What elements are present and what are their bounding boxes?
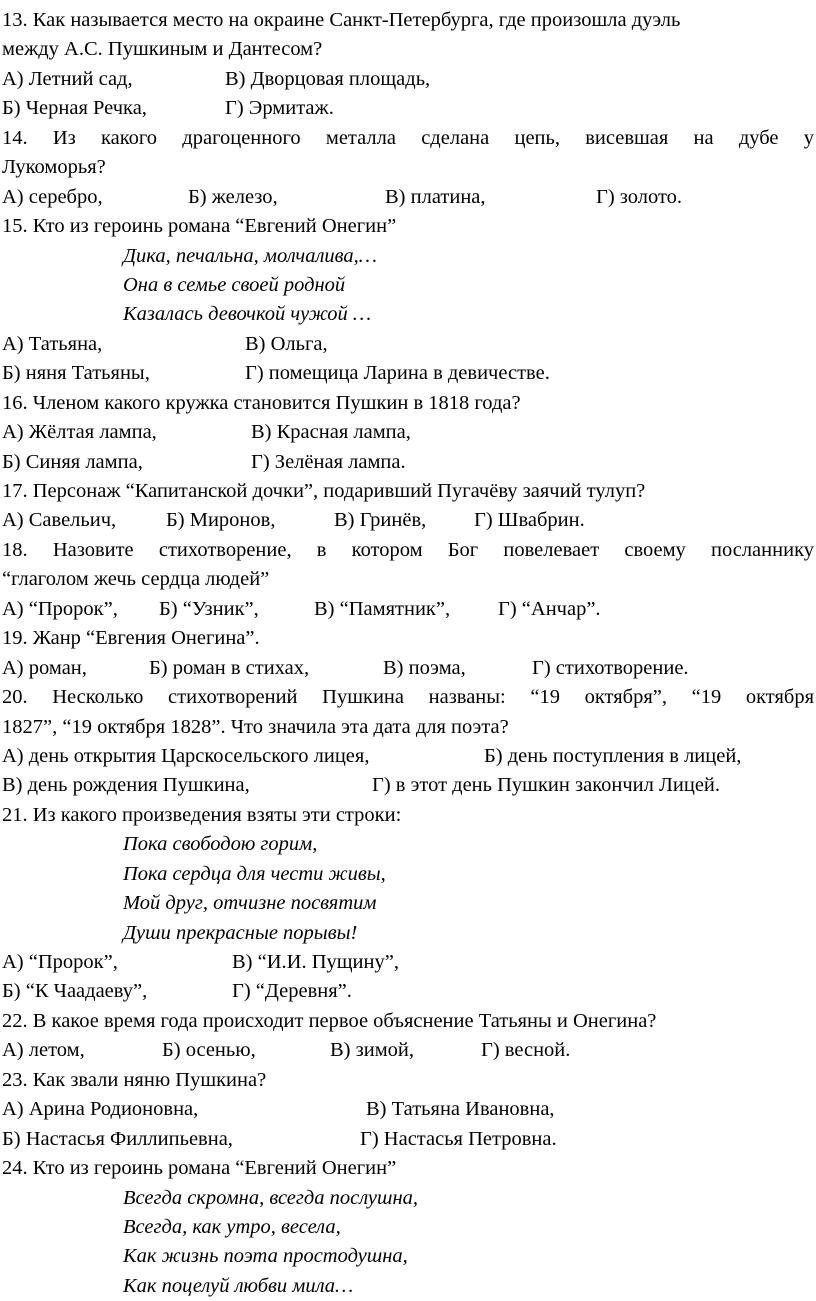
question-20-options-row-1 — [2, 742, 814, 771]
option-a: А) летом, — [2, 1039, 85, 1062]
question-14-text-1: 14. Из какого драгоценного металла сделана цепь, висевшая на дубе у — [2, 126, 814, 149]
question-16-options-row-1 — [2, 418, 814, 447]
option-b: Б) Миронов, — [166, 509, 276, 532]
option-v: В) “Памятник”, — [314, 597, 451, 620]
question-15-text-1: 15. Кто из героинь романа “Евгений Онегин” — [2, 215, 397, 238]
question-18-options-row — [2, 595, 814, 624]
question-15-options-row-1 — [2, 330, 814, 359]
option-a: А) “Пророк”, — [2, 951, 118, 973]
question-17-text-1: 17. Персонаж “Капитанской дочки”, подаривший Пугачёву заячий тулуп? — [2, 480, 646, 502]
option-v: В) Ольга, — [245, 332, 328, 355]
question-22-text-1: 22. В какое время года происходит первое объяснение Татьяны и Онегина? — [2, 1009, 657, 1032]
poem-line: Казалась девочкой чужой … — [123, 303, 372, 326]
poem-line: Дика, печальна, молчалива,… — [123, 244, 377, 267]
option-v: В) платина, — [385, 185, 486, 208]
option-v: В) “И.И. Пущину”, — [232, 951, 399, 973]
option-g: Г) помещица Ларина в девичестве. — [245, 362, 550, 385]
poem-line: Как поцелуй любви мила… — [123, 1274, 354, 1297]
option-b: Б) “К Чаадаеву”, — [2, 980, 148, 1003]
question-13-text-2: между А.С. Пушкиным и Дантесом? — [2, 38, 323, 61]
question-18-text-1: 18. Назовите стихотворение, в котором Бог повелевает своему посланнику — [2, 538, 814, 561]
option-a: А) Летний сад, — [2, 67, 133, 90]
option-v: В) Красная лампа, — [251, 421, 411, 444]
option-b: Б) день поступления в лицей, — [484, 744, 742, 767]
poem-line: Всегда, как утро, весела, — [123, 1215, 341, 1238]
question-14-options-row — [2, 183, 814, 212]
option-v: В) Гринёв, — [334, 509, 427, 532]
question-23-text-1: 23. Как звали няню Пушкина? — [2, 1068, 267, 1091]
option-g: Г) Швабрин. — [474, 509, 585, 532]
option-g: Г) Эрмитаж. — [225, 97, 334, 120]
question-15-options-row-2 — [2, 359, 814, 388]
option-g: Г) “Анчар”. — [498, 597, 601, 620]
option-b: Б) няня Татьяны, — [2, 362, 150, 385]
option-a: А) роман, — [2, 656, 87, 679]
question-14-text-2: Лукоморья? — [2, 156, 106, 179]
option-g: Г) “Деревня”. — [232, 980, 352, 1003]
question-18-text-2: “глаголом жечь сердца людей” — [2, 568, 270, 591]
poem-line: Как жизнь поэта простодушна, — [123, 1245, 408, 1268]
option-a: А) Жёлтая лампа, — [2, 421, 157, 444]
poem-line: Мой друг, отчизне посвятим — [123, 892, 377, 915]
question-17-options-row — [2, 506, 814, 535]
question-21-options-row-2 — [2, 977, 814, 1006]
option-g: Г) стихотворение. — [532, 656, 689, 679]
question-23-options-row-1 — [2, 1095, 814, 1124]
question-19-text-1: 19. Жанр “Евгения Онегина”. — [2, 627, 260, 650]
option-v: В) зимой, — [330, 1039, 415, 1062]
poem-line: Всегда скромна, всегда послушна, — [123, 1186, 419, 1209]
question-16-options-row-2 — [2, 448, 814, 477]
option-b: Б) осенью, — [162, 1039, 256, 1062]
option-b: Б) Черная Речка, — [2, 97, 147, 120]
option-a: А) серебро, — [2, 185, 103, 208]
question-20-text-2: 1827”, “19 октября 1828”. Что значила эта дата для поэта? — [2, 715, 509, 738]
question-13-options-row-1 — [2, 65, 814, 94]
question-13-options-row-2 — [2, 94, 814, 123]
question-20-text-1: 20. Несколько стихотворений Пушкина названы: “19 октября”, “19 октября — [2, 686, 814, 709]
question-23-options-row-2 — [2, 1125, 814, 1154]
option-v: В) день рождения Пушкина, — [2, 774, 250, 797]
poem-line: Она в семье своей родной — [123, 273, 346, 296]
option-b: Б) “Узник”, — [159, 597, 259, 620]
option-a: А) Арина Родионовна, — [2, 1098, 199, 1121]
question-20-options-row-2 — [2, 771, 814, 800]
option-a: А) Татьяна, — [2, 332, 103, 355]
option-b: Б) Синяя лампа, — [2, 450, 143, 473]
question-21-options-row-1 — [2, 948, 814, 977]
option-g: Г) в этот день Пушкин закончил Лицей. — [372, 774, 721, 797]
poem-line: Пока свободою горим, — [123, 833, 318, 856]
poem-line: Пока сердца для чести живы, — [123, 862, 386, 885]
question-16-text-1: 16. Членом какого кружка становится Пушкин в 1818 года? — [2, 391, 521, 414]
option-b: Б) роман в стихах, — [149, 656, 310, 679]
question-24-text-1: 24. Кто из героинь романа “Евгений Онегин” — [2, 1157, 397, 1180]
option-g: Г) Настасья Петровна. — [360, 1127, 557, 1150]
question-19-options-row — [2, 654, 814, 683]
option-b: Б) Настасья Филлипьевна, — [2, 1127, 233, 1150]
option-a: А) “Пророк”, — [2, 597, 118, 620]
option-v: В) Дворцовая площадь, — [225, 67, 431, 90]
option-a: А) день открытия Царскосельского лицея, — [2, 744, 370, 767]
option-g: Г) золото. — [596, 185, 683, 208]
poem-line: Души прекрасные порывы! — [123, 921, 358, 944]
option-v: В) поэма, — [383, 656, 466, 679]
option-b: Б) железо, — [188, 185, 278, 208]
question-21-text-1: 21. Из какого произведения взяты эти строки: — [2, 803, 402, 826]
question-13-text-1: 13. Как называется место на окраине Санкт-Петербурга, где произошла дуэль — [2, 9, 681, 31]
option-v: В) Татьяна Ивановна, — [366, 1098, 555, 1121]
option-g: Г) весной. — [481, 1039, 571, 1062]
option-a: А) Савельич, — [2, 509, 117, 532]
option-g: Г) Зелёная лампа. — [251, 450, 406, 473]
question-22-options-row — [2, 1036, 814, 1065]
